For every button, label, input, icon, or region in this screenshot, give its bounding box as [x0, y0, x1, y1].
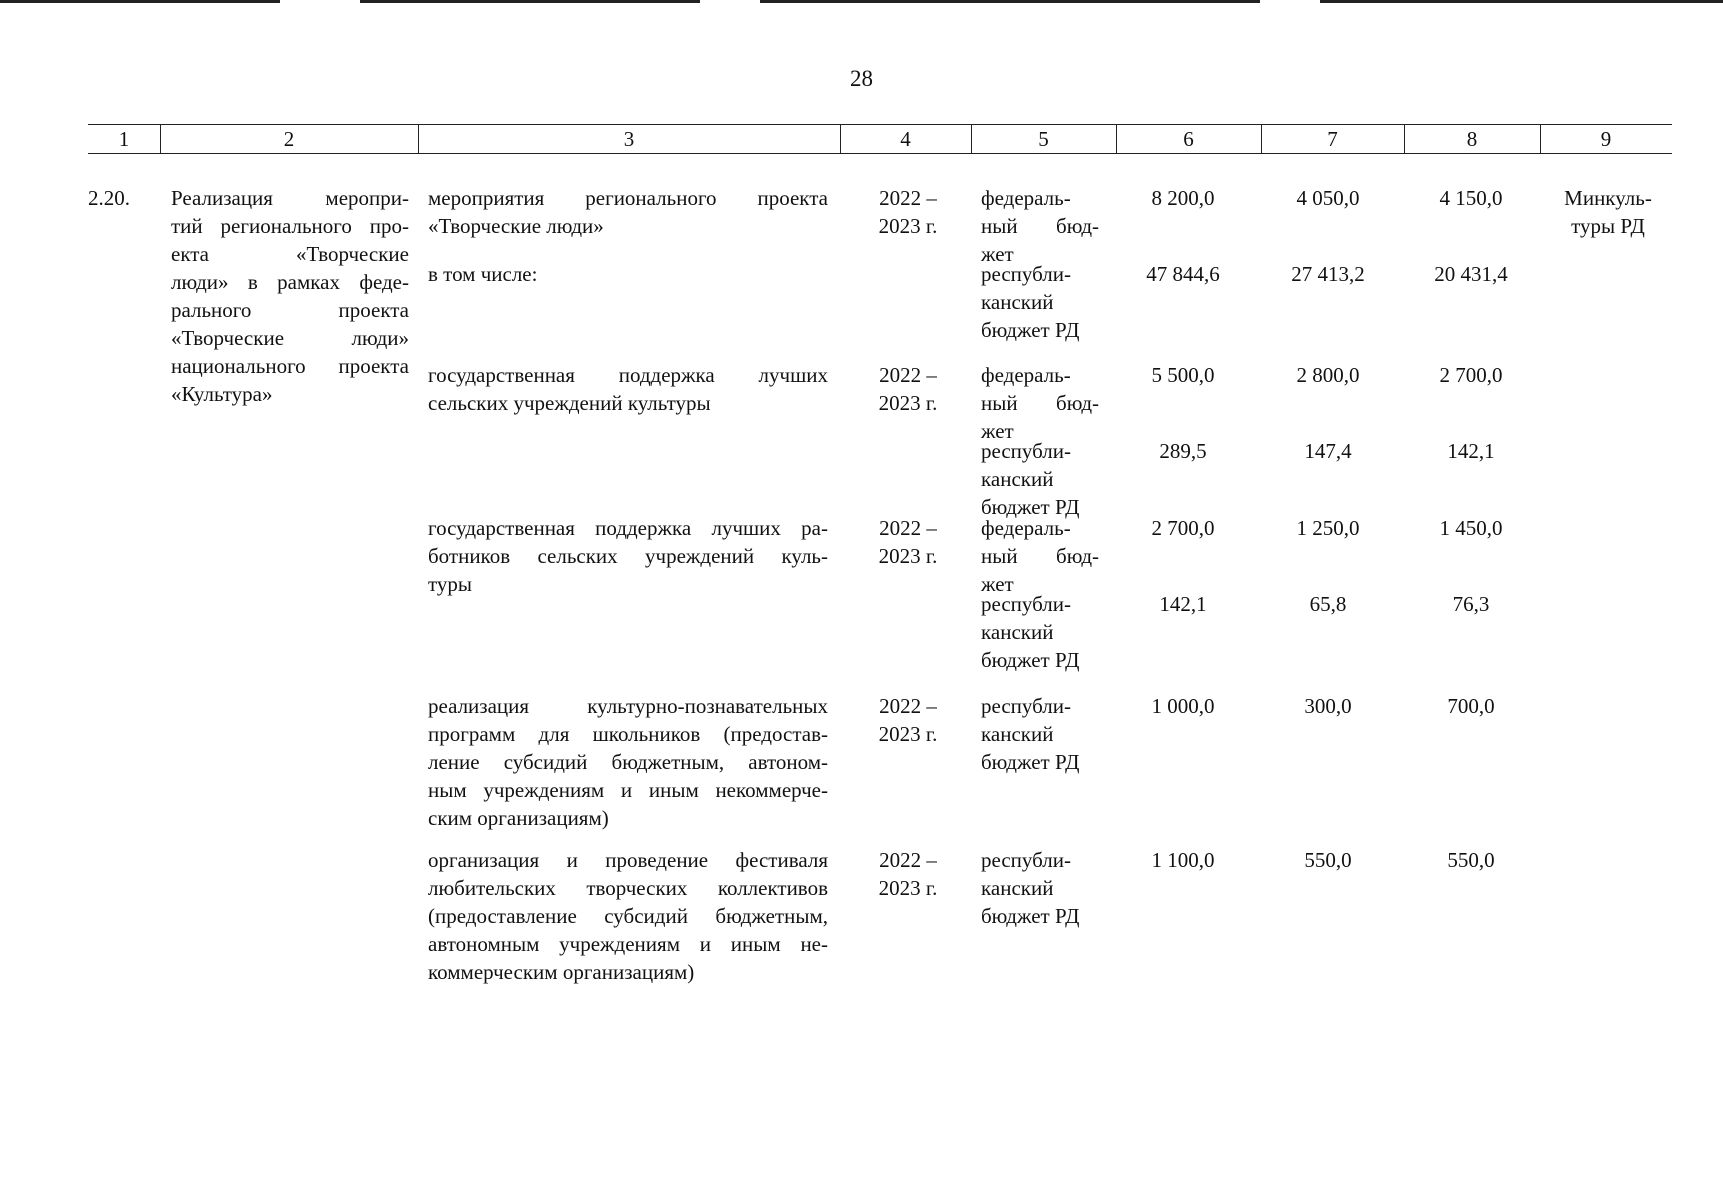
funding-source-line: канский — [981, 620, 1054, 644]
funding-source-line: канский — [981, 722, 1054, 746]
period-line: 2022 – — [879, 516, 937, 540]
responsible-executor — [1556, 184, 1660, 240]
funding-year-2023 — [1406, 514, 1536, 542]
funding-year-2023 — [1406, 692, 1536, 720]
funding-source-line: бюджет РД — [981, 495, 1080, 519]
measure-text-line: тий регионального про- — [171, 214, 409, 238]
event-title-line: любительских творческих коллективов — [428, 876, 828, 900]
funding-source-line: бюджет РД — [981, 318, 1080, 342]
funding-source-line: канский — [981, 467, 1054, 491]
funding-source-line: ный бюд- — [981, 391, 1099, 415]
event-title-line: сельских учреждений культуры — [428, 391, 711, 415]
period-line: 2022 – — [879, 848, 937, 872]
column-divider — [1261, 125, 1262, 153]
measure-text-line: «Культура» — [171, 382, 273, 406]
event-period — [858, 514, 958, 570]
header-col-4: 4 — [900, 127, 911, 151]
funding-total — [1118, 260, 1248, 288]
event-title — [428, 846, 828, 986]
funding-year-2023 — [1406, 846, 1536, 874]
measure-text-line: национального проекта — [171, 354, 409, 378]
header-col-9: 9 — [1600, 127, 1612, 151]
period-line: 2022 – — [879, 186, 937, 210]
funding-source — [981, 437, 1099, 521]
value-total: 142,1 — [1159, 592, 1207, 616]
measure-description — [171, 184, 409, 408]
value-2023: 4 150,0 — [1439, 186, 1503, 210]
funding-source-line: жет — [981, 572, 1014, 596]
column-divider — [160, 125, 161, 153]
column-divider — [1540, 125, 1541, 153]
event-title-line: мероприятия регионального проекта — [428, 186, 828, 210]
funding-total — [1118, 361, 1248, 389]
header-col-1: 1 — [118, 127, 130, 151]
event-title-line: реализация культурно-познавательных — [428, 694, 828, 718]
value-2023: 76,3 — [1452, 592, 1490, 616]
value-total: 47 844,6 — [1146, 262, 1220, 286]
value-total: 1 100,0 — [1151, 848, 1215, 872]
event-title-line: программ для школьников (предостав- — [428, 722, 828, 746]
event-title — [428, 184, 828, 240]
event-title-line: государственная поддержка лучших — [428, 363, 828, 387]
funding-source — [981, 184, 1099, 268]
funding-source-line: республи- — [981, 262, 1071, 286]
funding-year-2022 — [1263, 514, 1393, 542]
funding-source-line: бюджет РД — [981, 904, 1080, 928]
funding-total — [1118, 590, 1248, 618]
funding-source-line: канский — [981, 290, 1054, 314]
funding-source — [981, 260, 1099, 344]
responsible-text-line: туры РД — [1571, 214, 1645, 238]
period-line: 2023 г. — [878, 544, 938, 568]
event-title-line: ление субсидий бюджетным, автоном- — [428, 750, 828, 774]
header-col-2: 2 — [283, 127, 295, 151]
funding-source — [981, 692, 1099, 776]
event-title — [428, 260, 828, 288]
page-number: 28 — [850, 66, 873, 91]
value-2023: 20 431,4 — [1434, 262, 1508, 286]
header-col-3: 3 — [623, 127, 635, 151]
funding-source-line: федераль- — [981, 363, 1071, 387]
period-line: 2023 г. — [878, 391, 938, 415]
funding-source-line: республи- — [981, 439, 1071, 463]
funding-total — [1118, 692, 1248, 720]
column-divider — [418, 125, 419, 153]
funding-year-2022 — [1263, 184, 1393, 212]
event-title-line: ским организациям) — [428, 806, 609, 830]
event-period — [858, 846, 958, 902]
value-2022: 27 413,2 — [1291, 262, 1365, 286]
funding-total — [1118, 437, 1248, 465]
funding-source-line: федераль- — [981, 516, 1071, 540]
value-2022: 300,0 — [1304, 694, 1352, 718]
event-title-line: ботников сельских учреждений куль- — [428, 544, 828, 568]
event-title — [428, 514, 828, 598]
column-divider — [971, 125, 972, 153]
funding-source — [981, 514, 1099, 598]
funding-source-line: жет — [981, 242, 1014, 266]
header-col-7: 7 — [1327, 127, 1338, 151]
value-2022: 2 800,0 — [1296, 363, 1360, 387]
header-col-8: 8 — [1466, 127, 1478, 151]
column-divider — [840, 125, 841, 153]
funding-source — [981, 361, 1099, 445]
funding-source-line: канский — [981, 876, 1054, 900]
value-2023: 1 450,0 — [1439, 516, 1503, 540]
event-title-line: «Творческие люди» — [428, 214, 604, 238]
measure-text-line: Реализация меропри- — [171, 186, 409, 210]
funding-source-line: жет — [981, 419, 1014, 443]
header-col-5: 5 — [1038, 127, 1049, 151]
value-total: 2 700,0 — [1151, 516, 1215, 540]
period-line: 2023 г. — [878, 722, 938, 746]
table-body — [88, 154, 1672, 1054]
value-total: 1 000,0 — [1151, 694, 1215, 718]
value-total: 289,5 — [1159, 439, 1207, 463]
event-title — [428, 692, 828, 832]
measure-text-line: екта «Творческие — [171, 242, 409, 266]
value-total: 8 200,0 — [1151, 186, 1215, 210]
funding-source-line: бюджет РД — [981, 648, 1080, 672]
value-2023: 2 700,0 — [1439, 363, 1503, 387]
value-2022: 1 250,0 — [1296, 516, 1360, 540]
event-title — [428, 361, 828, 417]
event-title-line: организация и проведение фестиваля — [428, 848, 828, 872]
funding-source-line: республи- — [981, 694, 1071, 718]
funding-source-line: республи- — [981, 848, 1071, 872]
funding-year-2022 — [1263, 437, 1393, 465]
row-number: 2.20. — [88, 186, 130, 210]
responsible-text-line: Минкуль- — [1564, 186, 1652, 210]
funding-source-line: бюджет РД — [981, 750, 1080, 774]
header-col-6: 6 — [1183, 127, 1194, 151]
period-line: 2023 г. — [878, 214, 938, 238]
scan-edge-line — [1320, 0, 1723, 3]
measure-text-line: «Творческие люди» — [171, 326, 409, 350]
funding-year-2022 — [1263, 260, 1393, 288]
event-period — [858, 692, 958, 748]
value-2022: 550,0 — [1304, 848, 1352, 872]
funding-source — [981, 846, 1099, 930]
value-2023: 700,0 — [1447, 694, 1495, 718]
event-title-line: в том числе: — [428, 262, 538, 286]
funding-total — [1118, 514, 1248, 542]
funding-source-line: ный бюд- — [981, 214, 1099, 238]
value-2022: 4 050,0 — [1296, 186, 1360, 210]
scan-edge-line — [760, 0, 1260, 3]
funding-source-line: республи- — [981, 592, 1071, 616]
event-title-line: ным учреждениям и иным некоммерче- — [428, 778, 828, 802]
funding-total — [1118, 184, 1248, 212]
table-header-row — [88, 124, 1672, 154]
funding-source — [981, 590, 1099, 674]
event-title-line: туры — [428, 572, 473, 596]
event-title-line: (предоставление субсидий бюджетным, — [428, 904, 828, 928]
program-table — [88, 124, 1672, 1054]
period-line: 2022 – — [879, 363, 937, 387]
measure-text-line: люди» в рамках феде- — [171, 270, 409, 294]
funding-year-2023 — [1406, 260, 1536, 288]
funding-year-2022 — [1263, 846, 1393, 874]
funding-year-2022 — [1263, 692, 1393, 720]
funding-year-2023 — [1406, 590, 1536, 618]
value-2023: 550,0 — [1447, 848, 1495, 872]
period-line: 2022 – — [879, 694, 937, 718]
funding-year-2022 — [1263, 590, 1393, 618]
event-period — [858, 184, 958, 240]
event-title-line: коммерческим организациям) — [428, 960, 695, 984]
scan-edge-line — [360, 0, 700, 3]
value-2023: 142,1 — [1447, 439, 1495, 463]
funding-year-2023 — [1406, 361, 1536, 389]
funding-year-2022 — [1263, 361, 1393, 389]
funding-source-line: ный бюд- — [981, 544, 1099, 568]
value-2022: 147,4 — [1304, 439, 1352, 463]
value-2022: 65,8 — [1309, 592, 1347, 616]
event-title-line: государственная поддержка лучших ра- — [428, 516, 828, 540]
funding-source-line: федераль- — [981, 186, 1071, 210]
measure-text-line: рального проекта — [171, 298, 409, 322]
funding-year-2023 — [1406, 184, 1536, 212]
period-line: 2023 г. — [878, 876, 938, 900]
event-period — [858, 361, 958, 417]
scan-edge-line — [0, 0, 280, 3]
funding-total — [1118, 846, 1248, 874]
column-divider — [1116, 125, 1117, 153]
value-total: 5 500,0 — [1151, 363, 1215, 387]
event-title-line: автономным учреждениям и иным не- — [428, 932, 828, 956]
column-divider — [1404, 125, 1405, 153]
funding-year-2023 — [1406, 437, 1536, 465]
